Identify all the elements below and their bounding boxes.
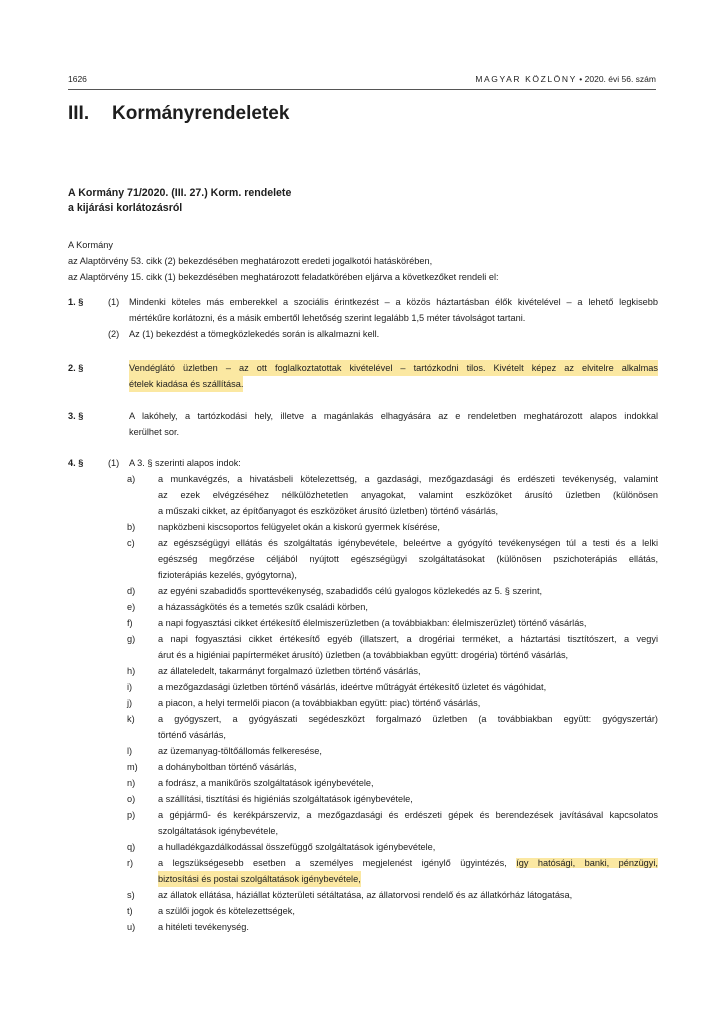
item-text: a napi fogyasztási cikket értékesítő egyéb (illatszert, a drogériai terméket, a háztartási tisztítószert, a vegyi (158, 634, 658, 644)
section-label: 1. § (68, 297, 84, 307)
list-item (68, 887, 658, 903)
paragraph-number: (1) (108, 297, 120, 307)
item-letter: b) (127, 522, 136, 532)
item-text: a szállítási, tisztítási és higiéniás szolgáltatások igénybevétele, (158, 794, 413, 804)
list-item (68, 711, 658, 727)
list-item (68, 471, 658, 487)
item-text: a házasságkötés és a temetés szűk családi körben, (158, 602, 368, 612)
item-text: a hitéleti tevékenység. (158, 922, 249, 932)
page-number: 1626 (68, 74, 87, 84)
list-item (68, 791, 658, 807)
header-separator: • (579, 74, 583, 84)
item-text: a műszaki cikket, az építőanyagot és eszközöket árusító üzletben) történő vásárlás, (158, 506, 499, 516)
paragraph-text: Mindenki köteles más emberekkel a szociális érintkezést – a közös háztartásban élők kivételével – a lehető legkisebb (129, 297, 658, 307)
list-item (68, 759, 658, 775)
item-text (158, 855, 658, 871)
section-label: 3. § (68, 411, 84, 421)
section-line (68, 408, 658, 424)
highlighted-text: biztosítási és postai szolgáltatások igénybevétele, (158, 871, 361, 887)
paragraph-line (68, 310, 658, 326)
item-text: a fodrász, a manikűrös szolgáltatások igénybevétele, (158, 778, 374, 788)
section-2 (68, 360, 658, 392)
list-item (68, 663, 658, 679)
section-line (68, 424, 658, 440)
item-text: a hulladékgazdálkodással összefüggő szolgáltatások igénybevétele, (158, 842, 436, 852)
item-text: a piacon, a helyi termelői piacon (a továbbiakban együtt: piac) történő vásárlás, (158, 698, 481, 708)
decree-title-line: a kijárási korlátozásról (68, 202, 183, 214)
item-letter: n) (127, 778, 136, 788)
item-letter: f) (127, 618, 133, 628)
chapter-title: Kormányrendeletek (112, 103, 290, 124)
item-letter: g) (127, 634, 136, 644)
list-item (68, 631, 658, 647)
item-letter: q) (127, 842, 136, 852)
item-text: a munkavégzés, a hivatásbeli kötelezettség, a gazdasági, mezőgazdasági és erdészeti tevékenység, valamint (158, 474, 658, 484)
item-text: az egyéni szabadidős sporttevékenység, szabadidős célú gyalogos közlekedés az 5. § szerint, (158, 586, 543, 596)
highlighted-text: Vendéglátó üzletben – az ott foglalkoztatottak kivételével – tartózkodni tilos. Kivételt képez az elvitelre alkalmas (129, 360, 658, 376)
list-item (68, 743, 658, 759)
item-letter: d) (127, 586, 136, 596)
item-letter: o) (127, 794, 136, 804)
item-text: a gépjármű- és kerékpárszerviz, a mezőgazdasági és erdészeti gépek és berendezések javításával kapcsolatos (158, 810, 658, 820)
paragraph-number: (2) (108, 329, 120, 339)
highlighted-text: ételek kiadása és szállítása. (129, 376, 243, 392)
list-item (68, 775, 658, 791)
paragraph-line (68, 455, 658, 471)
item-letter: u) (127, 922, 136, 932)
list-item-continuation (68, 647, 658, 663)
decree-title (68, 186, 291, 216)
list-item-continuation (68, 823, 658, 839)
list-item (68, 855, 658, 871)
section-4 (68, 455, 658, 935)
item-text-plain: a legszükségesebb esetben a személyes megjelenést igénylő ügyintézés, (158, 858, 517, 868)
list-item-continuation (68, 487, 658, 503)
item-letter: e) (127, 602, 136, 612)
section-line (68, 376, 658, 392)
section-label: 4. § (68, 458, 84, 468)
running-header (68, 74, 656, 88)
item-text: az egészségügyi ellátás és szolgáltatás igénybevétele, beleértve a gyógyító tevékenységen túl a testi és a lelki (158, 538, 658, 548)
list-item (68, 695, 658, 711)
list-item (68, 679, 658, 695)
section-label: 2. § (68, 363, 84, 373)
paragraph-text: mértékűre korlátozni, és a másik embertől lehetőség szerint legalább 1,5 méter távolságot tartani. (129, 313, 526, 323)
list-item (68, 839, 658, 855)
chapter-heading (68, 103, 289, 125)
section-text: A lakóhely, a tartózkodási hely, illetve a magánlakás elhagyására az e rendeletben meghatározott alapos indokkal (129, 411, 658, 421)
item-text: a dohányboltban történő vásárlás, (158, 762, 297, 772)
item-letter: l) (127, 746, 133, 756)
item-letter: c) (127, 538, 135, 548)
paragraph-line (68, 326, 658, 342)
item-text: árut és a higiéniai papírterméket árusító) üzletben (a továbbiakban együtt: drogéria) történő vásárlás, (158, 650, 569, 660)
section-3 (68, 408, 658, 440)
item-letter: k) (127, 714, 135, 724)
item-letter: j) (127, 698, 133, 708)
item-text: a mezőgazdasági üzletben történő vásárlás, ideértve műtrágyát értékesítő üzletet és vágóhidat, (158, 682, 547, 692)
preamble-line: az Alaptörvény 53. cikk (2) bekezdésében meghatározott eredeti jogalkotói hatáskörében, (68, 256, 433, 266)
item-text: az ezek elvégzéséhez nélkülözhetetlen anyagokat, valamint eszközöket árusító üzletben (különösen (158, 490, 658, 500)
item-text: a szülői jogok és kötelezettségek, (158, 906, 295, 916)
item-letter: a) (127, 474, 136, 484)
item-text: az állatok ellátása, háziállat közterületi sétáltatása, az állatorvosi rendelő és az állatkórház látogatása, (158, 890, 573, 900)
item-text: fizioterápiás kezelés, gyógytorna), (158, 570, 297, 580)
list-item (68, 535, 658, 551)
item-text: történő vásárlás, (158, 730, 226, 740)
list-item (68, 615, 658, 631)
decree-title-line: A Kormány 71/2020. (III. 27.) Korm. rendelete (68, 187, 292, 199)
item-text: az üzemanyag-töltőállomás felkeresése, (158, 746, 322, 756)
item-text: napközbeni kiscsoportos felügyelet okán a kiskorú gyermek kísérése, (158, 522, 440, 532)
journal-name: MAGYAR KÖZLÖNY (475, 74, 577, 84)
list-item (68, 807, 658, 823)
item-text: a napi fogyasztási cikket értékesítő élelmiszerüzletben (a továbbiakban: élelmiszerüzlet) történő vásárlás, (158, 618, 587, 628)
preamble-line: A Kormány (68, 240, 113, 250)
item-letter: i) (127, 682, 133, 692)
item-text: a gyógyszert, a gyógyászati segédeszközt forgalmazó üzletben (a továbbiakban együtt: gyógyszertár) (158, 714, 658, 724)
item-letter: t) (127, 906, 133, 916)
list-item (68, 599, 658, 615)
list-item-continuation (68, 551, 658, 567)
item-letter: p) (127, 810, 136, 820)
list-item-continuation (68, 871, 658, 887)
preamble-line: az Alaptörvény 15. cikk (1) bekezdésében meghatározott feladatkörében eljárva a következőket rendeli el: (68, 272, 499, 282)
header-rule (68, 89, 656, 90)
section-text: kerülhet sor. (129, 427, 180, 437)
list-item (68, 519, 658, 535)
list-item (68, 903, 658, 919)
list-item (68, 919, 658, 935)
paragraph-number: (1) (108, 458, 120, 468)
journal-reference (475, 74, 656, 84)
list-item-continuation (68, 503, 658, 519)
list-item-continuation (68, 567, 658, 583)
list-item (68, 583, 658, 599)
issue-label: 2020. évi 56. szám (584, 74, 656, 84)
paragraph-text: A 3. § szerinti alapos indok: (129, 458, 241, 468)
preamble (68, 237, 499, 285)
item-letter: r) (127, 858, 134, 868)
paragraph-text: Az (1) bekezdést a tömegközlekedés során is alkalmazni kell. (129, 329, 380, 339)
item-text: szolgáltatások igénybevétele, (158, 826, 279, 836)
item-letter: h) (127, 666, 136, 676)
list-item-continuation (68, 727, 658, 743)
item-letter: s) (127, 890, 135, 900)
paragraph-line (68, 294, 658, 310)
highlighted-text: így hatósági, banki, pénzügyi, (516, 858, 658, 868)
item-text: egészség megőrzése céljából nyújtott egészségügyi szolgáltatásokat (különösen pszichoterápiás ellátás, (158, 554, 658, 564)
section-1 (68, 294, 658, 342)
section-line (68, 360, 658, 376)
chapter-number: III. (68, 103, 90, 124)
item-letter: m) (127, 762, 138, 772)
item-text: az állateledelt, takarmányt forgalmazó üzletben történő vásárlás, (158, 666, 421, 676)
